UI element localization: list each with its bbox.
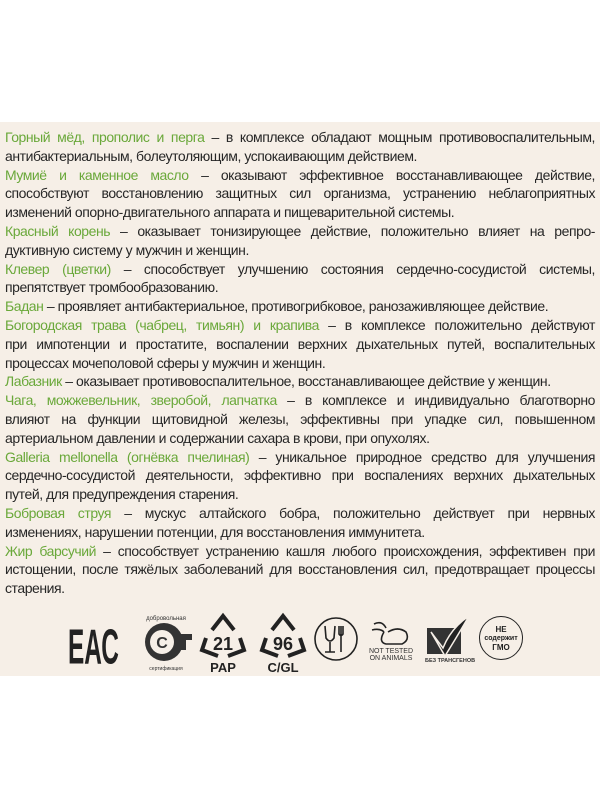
gmo-line-1: НЕ bbox=[495, 624, 507, 634]
certification-icons bbox=[0, 608, 600, 678]
rabbit-not-tested-icon bbox=[368, 618, 416, 662]
text-line: истощении, после тяжёлых заболеваний для восстановления сил, предотвращает процессы bbox=[5, 561, 595, 578]
text-line bbox=[5, 166, 595, 185]
recycle-number: 96 bbox=[272, 634, 294, 654]
text-line bbox=[5, 128, 595, 147]
ingredient-name: Бадан bbox=[5, 298, 44, 315]
recycle-cgl-icon bbox=[258, 610, 308, 675]
rst-top-text: добровольная bbox=[146, 616, 186, 622]
text-line: изменениях, нарушении потенции, для восстановления иммунитета. bbox=[5, 523, 425, 540]
text-line: влияют на функции щитовидной железы, эффективны при упадке сил, повышенном bbox=[5, 410, 595, 427]
ingredient-description: – уникальное природное средство для улучшения bbox=[249, 448, 595, 465]
eac-mark-icon bbox=[68, 614, 120, 675]
no-transgenes-text: БЕЗ ТРАНСГЕНОВ bbox=[425, 658, 476, 664]
on-animals-text: ON ANIMALS bbox=[369, 655, 413, 662]
recycle-label: C/GL bbox=[267, 660, 299, 675]
text-line: способствуют восстановлению защитных сил организма, устранению неблагоприятных bbox=[5, 185, 595, 202]
ingredient-name: Чага, можжевельник, зверобой, лапчатка bbox=[5, 392, 277, 409]
text-line: дуктивную систему у мужчин и женщин. bbox=[5, 241, 249, 258]
food-safe-glass-fork-icon bbox=[313, 616, 359, 662]
text-line: путей, для предупреждения старения. bbox=[5, 486, 239, 503]
ingredient-name: Клевер (цветки) bbox=[5, 260, 111, 277]
ingredient-name: Красный корень bbox=[5, 222, 111, 239]
ingredient-name: Лабазник bbox=[5, 373, 62, 390]
ingredient-name: Galleria mellonella (огнёвка пчелиная) bbox=[5, 448, 250, 465]
not-tested-text: NOT TESTED bbox=[368, 648, 414, 655]
recycle-pap-icon bbox=[198, 610, 248, 675]
gmo-line-3: ГМО bbox=[492, 642, 510, 652]
ingredient-name: Горный мёд, прополис и перга bbox=[5, 129, 205, 145]
text-line: процессах мочеполовой сферы у мужчин и женщин. bbox=[5, 354, 326, 371]
text-line bbox=[5, 316, 595, 335]
text-line bbox=[5, 297, 595, 316]
rst-certification-icon bbox=[138, 610, 194, 672]
recycle-number: 21 bbox=[212, 634, 234, 654]
text-line bbox=[5, 542, 595, 561]
text-line: антибактериальным, болеутоляющим, успокаивающим действием. bbox=[5, 147, 417, 164]
no-transgenes-check-icon bbox=[425, 614, 475, 664]
ingredient-description: – мускус алтайского бобра, положительно действует при нервных bbox=[111, 504, 595, 521]
ingredient-description: – способствует устранению кашля любого происхождения, эффективен при bbox=[95, 542, 595, 559]
text-line bbox=[5, 260, 595, 279]
ingredient-description: – проявляет антибактериальное, противогрибковое, ранозаживляющее действие. bbox=[43, 298, 549, 315]
rst-bottom-text: сертификация bbox=[149, 666, 183, 672]
svg-text:С: С bbox=[156, 635, 168, 652]
text-line: старения. bbox=[5, 580, 65, 597]
ingredient-name: Богородская трава (чабрец, тимьян) и крапива bbox=[5, 316, 319, 333]
ingredient-description: – оказывают эффективное восстанавливающее действие, bbox=[188, 166, 595, 183]
text-line bbox=[5, 372, 595, 391]
ingredient-description: – оказывает тонизирующее действие, положительно влияет на репро- bbox=[110, 222, 595, 239]
ingredient-description: – оказывает противовоспалительное, восстанавливающее действие у женщин. bbox=[61, 373, 551, 390]
text-line: сердечно-сосудистой деятельности, эффективно при воспалениях верхних дыхательных bbox=[5, 467, 595, 484]
text-line: изменений опорно-двигательного аппарата и пищеварительной системы. bbox=[5, 204, 455, 221]
ingredient-description: – в комплексе положительно действуют bbox=[318, 316, 595, 333]
ingredient-description: – в комплексе обладают мощным противовоспалительным, bbox=[204, 129, 595, 145]
ingredient-description: – в комплексе и индивидуально благотворно bbox=[276, 392, 595, 409]
eac-mark-text: ЕАС bbox=[68, 619, 119, 675]
text-line: препятствует тромбообразованию. bbox=[5, 279, 219, 296]
ingredient-description: – способствует улучшению состояния сердечно-сосудистой системы, bbox=[110, 260, 595, 277]
ingredient-name: Бобровая струя bbox=[5, 504, 112, 521]
ingredient-name: Жир барсучий bbox=[5, 542, 96, 559]
text-line bbox=[5, 391, 595, 410]
text-line bbox=[5, 448, 595, 467]
text-line: при импотенции и простатите, воспалении верхних дыхательных путей, воспалительных bbox=[5, 335, 595, 352]
ingredients-description bbox=[5, 128, 595, 598]
text-line bbox=[5, 504, 595, 523]
gmo-line-2: содержит bbox=[484, 634, 518, 642]
recycle-label: PAP bbox=[210, 660, 236, 675]
text-line: артериальном давлении и содержании сахара в крови, при опухолях. bbox=[5, 429, 430, 446]
text-line bbox=[5, 222, 595, 241]
no-gmo-badge bbox=[479, 616, 523, 660]
ingredient-name: Мумиё и каменное масло bbox=[5, 166, 189, 183]
